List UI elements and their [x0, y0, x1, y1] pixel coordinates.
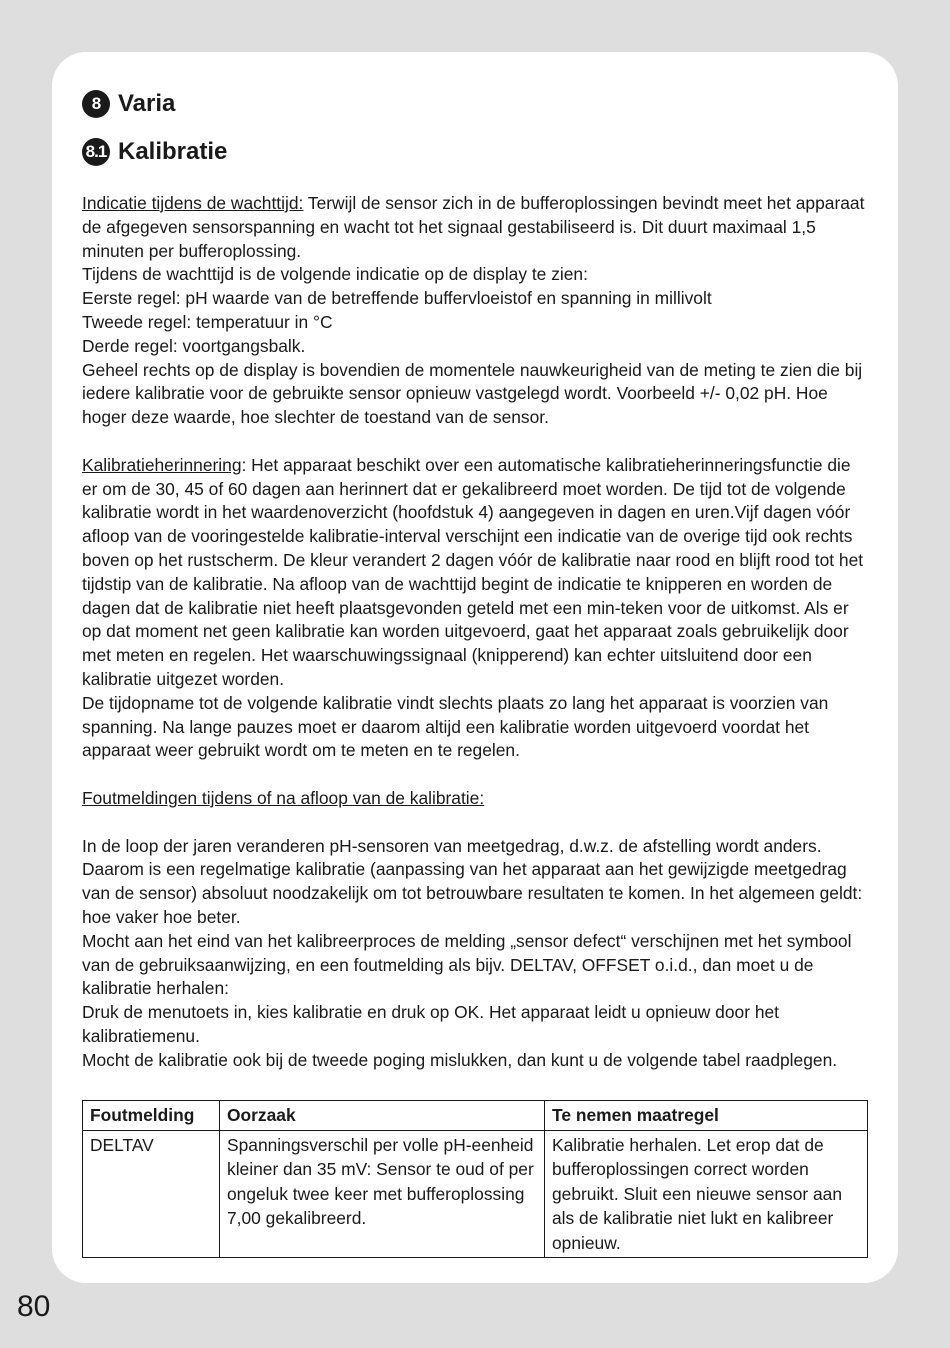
table-row [83, 1130, 868, 1258]
waiting-indication-section [82, 192, 870, 1072]
page-content [82, 86, 870, 1258]
page-number: 80 [17, 1290, 51, 1323]
section-heading [82, 90, 870, 118]
errors-label: Foutmeldingen tijdens of na afloop van de kalibratie: [82, 787, 485, 808]
table-cell: Spanningsverschil per volle pH-eenheid kleiner dan 35 mV: Sensor te oud of per ongeluk twee keer met bufferoplossing 7,00 gekalibreerd. [220, 1130, 545, 1258]
reminder-text: : Het apparaat beschikt over een automatische kalibratieherinneringsfunctie die er om de 30, 45 of 60 dagen aan herinnert dat er gekalibreerd moet worden. De tijd tot de volgende kalibratie wordt in het waardenoverzicht (hoofdstuk 4) aangegeven in dagen en uren.Vijf dagen vóór afloop van de vooringestelde kalibratie-interval verschijnt een indicatie van de overige tijd ook rechts boven op het rustscherm. De kleur verandert 2 dagen vóór de kalibratie naar rood en blijft rood tot het tijdstip van de kalibratie. Na afloop van de wachttijd begint de indicatie te knipperen en worden de dagen dat de kalibratie niet heeft plaatsgevonden geteld met een min-teken voor de uitkomst. Als er op dat moment net geen kalibratie kan worden uitgevoerd, gaat het apparaat zoals gebruikelijk door met meten en regelen. Het waarschuwingssignaal (knipperend) kan echter uitsluitend door een kalibratie uitgezet worden. [82, 454, 864, 689]
subsection-title: Kalibratie [118, 138, 228, 165]
waiting-line: Geheel rechts op de display is bovendien de momentele nauwkeurigheid van de meting te zien die bij iedere kalibratie voor de gebruikte sensor opnieuw vastgelegd wordt. Voorbeeld +/- 0,02 pH. Hoe hoger deze waarde, hoe slechter de toestand van de sensor. [82, 359, 863, 428]
waiting-line: Eerste regel: pH waarde van de betreffende buffervloeistof en spanning in millivolt [82, 288, 712, 309]
errors-paragraph: Mocht aan het eind van het kalibreerproces de melding „sensor defect“ verschijnen met het symbool van de gebruiksaanwijzing, en een foutmelding als bijv. DELTAV, OFFSET o.i.d., dan moet u de kalibratie herhalen: [82, 930, 852, 999]
waiting-line: Tijdens de wachttijd is de volgende indicatie op de display te zien: [82, 264, 588, 285]
table-header-row [83, 1101, 868, 1131]
section-title: Varia [118, 90, 176, 117]
table-cell: DELTAV [83, 1130, 220, 1258]
section-number-badge: 8 [82, 90, 110, 118]
table-header-cell: Oorzaak [220, 1101, 545, 1131]
waiting-line: Derde regel: voortgangsbalk. [82, 335, 306, 356]
reminder-label: Kalibratieherinnering [82, 454, 242, 475]
errors-paragraph: In de loop der jaren veranderen pH-sensoren van meetgedrag, d.w.z. de afstelling wordt anders. Daarom is een regelmatige kalibratie (aanpassing van het apparaat aan het gewijzigde meetgedrag van de sensor) absoluut noodzakelijk om tot betrouwbare resultaten te komen. In het algemeen geldt: hoe vaker hoe beter. [82, 835, 863, 927]
table-cell: Kalibratie herhalen. Let erop dat de bufferoplossingen correct worden gebruikt. Sluit een nieuwe sensor aan als de kalibratie niet lukt en kalibreer opnieuw. [545, 1130, 868, 1258]
errors-paragraph: Mocht de kalibratie ook bij de tweede poging mislukken, dan kunt u de volgende tabel raadplegen. [82, 1049, 838, 1070]
table-header-cell: Foutmelding [83, 1101, 220, 1131]
waiting-intro: Terwijl de sensor zich in de bufferoplossingen bevindt meet het apparaat de afgegeven sensorspanning en wacht tot het signaal gestabiliseerd is. Dit duurt maximaal 1,5 minuten per bufferoplossing. [82, 193, 865, 261]
table-header-cell: Te nemen maatregel [545, 1101, 868, 1131]
waiting-line: Tweede regel: temperatuur in °C [82, 311, 333, 332]
waiting-label: Indicatie tijdens de wachttijd: [82, 193, 304, 213]
reminder-paragraph [82, 454, 870, 692]
waiting-intro-paragraph [82, 192, 870, 263]
reminder-paragraph-2: De tijdopname tot de volgende kalibratie vindt slechts plaats zo lang het apparaat is voorzien van spanning. Na lange pauzes moet er daarom altijd een kalibratie worden uitgevoerd voordat het apparaat weer gebruikt wordt om te meten en te regelen. [82, 692, 829, 761]
page-card [52, 52, 898, 1283]
errors-paragraph: Druk de menutoets in, kies kalibratie en druk op OK. Het apparaat leidt u opnieuw door het kalibratiemenu. [82, 1002, 779, 1046]
error-table [82, 1100, 868, 1258]
subsection-number-badge: 8.1 [82, 138, 110, 166]
subsection-heading [82, 138, 870, 166]
